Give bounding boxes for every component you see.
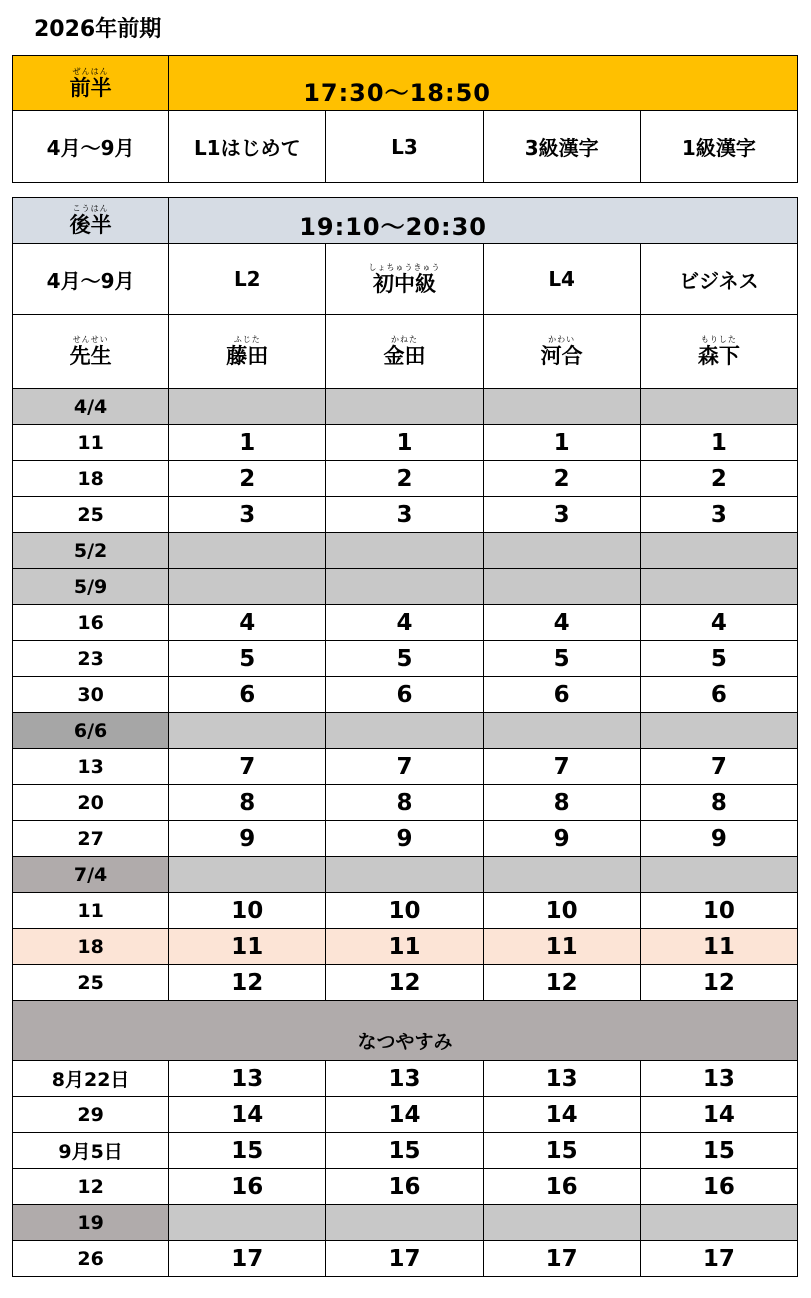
teacher-name: もりした 森下 (640, 315, 797, 389)
lesson-number: 1 (326, 425, 483, 461)
teacher-label: せんせい 先生 (13, 315, 169, 389)
first-half-table (12, 55, 798, 183)
lesson-number: 14 (169, 1097, 326, 1133)
schedule-row (13, 713, 798, 749)
lesson-number (640, 857, 797, 893)
schedule-row (13, 1097, 798, 1133)
schedule-date: 7/4 (13, 857, 169, 893)
first-half-class: 3級漢字 (483, 111, 640, 183)
schedule-row (13, 389, 798, 425)
lesson-number: 14 (326, 1097, 483, 1133)
lesson-number: 3 (169, 497, 326, 533)
lesson-number: 12 (326, 965, 483, 1001)
lesson-number: 12 (640, 965, 797, 1001)
schedule-row (13, 569, 798, 605)
lesson-number (483, 1205, 640, 1241)
schedule-date: 25 (13, 497, 169, 533)
second-half-class: ビジネス (640, 244, 797, 315)
schedule-row (13, 641, 798, 677)
lesson-number: 1 (483, 425, 640, 461)
schedule-date: 26 (13, 1241, 169, 1277)
first-half-class: L3 (326, 111, 483, 183)
summer-break-label: なつやすみ (13, 1001, 798, 1061)
second-half-label: こうはん 後半 (13, 198, 169, 244)
page-title: 2026年前期 (34, 17, 162, 42)
schedule-date: 29 (13, 1097, 169, 1133)
schedule-row (13, 857, 798, 893)
schedule-date: 18 (13, 461, 169, 497)
schedule-body (13, 389, 798, 1277)
second-half-time: 19:10～20:30 (169, 198, 798, 244)
lesson-number: 16 (169, 1169, 326, 1205)
lesson-number: 11 (640, 929, 797, 965)
schedule-date: 13 (13, 749, 169, 785)
lesson-number: 14 (483, 1097, 640, 1133)
schedule-row (13, 497, 798, 533)
lesson-number: 16 (483, 1169, 640, 1205)
second-half-term: 4月～9月 (13, 244, 169, 315)
first-half-class: 1級漢字 (640, 111, 797, 183)
lesson-number: 10 (326, 893, 483, 929)
lesson-number: 11 (169, 929, 326, 965)
lesson-number: 17 (326, 1241, 483, 1277)
schedule-row (13, 533, 798, 569)
schedule-row (13, 1169, 798, 1205)
lesson-number: 5 (169, 641, 326, 677)
lesson-number: 6 (326, 677, 483, 713)
lesson-number: 7 (326, 749, 483, 785)
lesson-number (326, 857, 483, 893)
schedule-date: 4/4 (13, 389, 169, 425)
lesson-number: 1 (640, 425, 797, 461)
first-half-time: 17:30～18:50 (169, 56, 798, 111)
lesson-number: 5 (483, 641, 640, 677)
lesson-number (169, 389, 326, 425)
lesson-number: 15 (640, 1133, 797, 1169)
schedule-row (13, 1133, 798, 1169)
schedule-row (13, 893, 798, 929)
lesson-number: 9 (640, 821, 797, 857)
schedule-date: 25 (13, 965, 169, 1001)
lesson-number: 13 (326, 1061, 483, 1097)
lesson-number (169, 533, 326, 569)
schedule-date: 19 (13, 1205, 169, 1241)
lesson-number: 17 (169, 1241, 326, 1277)
lesson-number (483, 389, 640, 425)
lesson-number: 1 (169, 425, 326, 461)
schedule-date: 8月22日 (13, 1061, 169, 1097)
schedule-date: 5/2 (13, 533, 169, 569)
lesson-number: 6 (169, 677, 326, 713)
lesson-number: 7 (640, 749, 797, 785)
schedule-date: 11 (13, 893, 169, 929)
lesson-number: 8 (326, 785, 483, 821)
lesson-number: 17 (640, 1241, 797, 1277)
schedule-row (13, 965, 798, 1001)
second-half-class: しょちゅうきゅう 初中級 (326, 244, 483, 315)
lesson-number: 3 (640, 497, 797, 533)
schedule-row (13, 785, 798, 821)
schedule-row (13, 749, 798, 785)
lesson-number: 6 (483, 677, 640, 713)
schedule-row (13, 461, 798, 497)
lesson-number (326, 569, 483, 605)
lesson-number: 13 (640, 1061, 797, 1097)
lesson-number (483, 857, 640, 893)
schedule-date: 18 (13, 929, 169, 965)
lesson-number: 9 (483, 821, 640, 857)
lesson-number: 11 (326, 929, 483, 965)
lesson-number: 16 (326, 1169, 483, 1205)
lesson-number (169, 569, 326, 605)
lesson-number: 13 (169, 1061, 326, 1097)
schedule-date: 30 (13, 677, 169, 713)
first-half-class: L1はじめて (169, 111, 326, 183)
lesson-number: 17 (483, 1241, 640, 1277)
lesson-number: 3 (326, 497, 483, 533)
second-half-table (12, 197, 798, 1277)
teacher-name: ふじた 藤田 (169, 315, 326, 389)
lesson-number (640, 389, 797, 425)
lesson-number: 12 (169, 965, 326, 1001)
lesson-number: 14 (640, 1097, 797, 1133)
schedule-row (13, 677, 798, 713)
schedule-row (13, 605, 798, 641)
schedule-date: 16 (13, 605, 169, 641)
lesson-number: 4 (640, 605, 797, 641)
lesson-number: 2 (326, 461, 483, 497)
lesson-number (169, 713, 326, 749)
schedule-date: 6/6 (13, 713, 169, 749)
lesson-number (640, 713, 797, 749)
lesson-number: 8 (640, 785, 797, 821)
lesson-number: 9 (326, 821, 483, 857)
summer-break-row (13, 1001, 798, 1061)
lesson-number: 15 (326, 1133, 483, 1169)
lesson-number: 10 (640, 893, 797, 929)
lesson-number: 2 (640, 461, 797, 497)
lesson-number (640, 1205, 797, 1241)
lesson-number: 4 (483, 605, 640, 641)
lesson-number: 7 (483, 749, 640, 785)
lesson-number (326, 389, 483, 425)
lesson-number: 13 (483, 1061, 640, 1097)
second-half-class: L2 (169, 244, 326, 315)
schedule-row (13, 929, 798, 965)
lesson-number: 10 (169, 893, 326, 929)
lesson-number: 8 (169, 785, 326, 821)
lesson-number: 15 (483, 1133, 640, 1169)
lesson-number (640, 533, 797, 569)
lesson-number: 10 (483, 893, 640, 929)
teacher-name: かねた 金田 (326, 315, 483, 389)
schedule-date: 12 (13, 1169, 169, 1205)
lesson-number: 15 (169, 1133, 326, 1169)
lesson-number (326, 1205, 483, 1241)
lesson-number: 7 (169, 749, 326, 785)
lesson-number: 3 (483, 497, 640, 533)
lesson-number: 2 (169, 461, 326, 497)
lesson-number: 8 (483, 785, 640, 821)
lesson-number (483, 713, 640, 749)
lesson-number: 16 (640, 1169, 797, 1205)
first-half-term: 4月～9月 (13, 111, 169, 183)
schedule-date: 5/9 (13, 569, 169, 605)
lesson-number (169, 857, 326, 893)
second-half-class: L4 (483, 244, 640, 315)
schedule-row (13, 1061, 798, 1097)
lesson-number: 6 (640, 677, 797, 713)
schedule-date: 9月5日 (13, 1133, 169, 1169)
schedule-row (13, 1205, 798, 1241)
lesson-number: 12 (483, 965, 640, 1001)
lesson-number: 2 (483, 461, 640, 497)
lesson-number (483, 569, 640, 605)
lesson-number: 11 (483, 929, 640, 965)
lesson-number: 9 (169, 821, 326, 857)
schedule-date: 20 (13, 785, 169, 821)
lesson-number (640, 569, 797, 605)
teacher-name: かわい 河合 (483, 315, 640, 389)
lesson-number: 4 (326, 605, 483, 641)
lesson-number (326, 533, 483, 569)
schedule-row (13, 1241, 798, 1277)
schedule-date: 11 (13, 425, 169, 461)
lesson-number (326, 713, 483, 749)
first-half-label: ぜんはん 前半 (13, 56, 169, 111)
schedule-date: 23 (13, 641, 169, 677)
lesson-number: 4 (169, 605, 326, 641)
schedule-row (13, 425, 798, 461)
schedule-row (13, 821, 798, 857)
lesson-number (483, 533, 640, 569)
lesson-number: 5 (640, 641, 797, 677)
lesson-number: 5 (326, 641, 483, 677)
lesson-number (169, 1205, 326, 1241)
schedule-date: 27 (13, 821, 169, 857)
